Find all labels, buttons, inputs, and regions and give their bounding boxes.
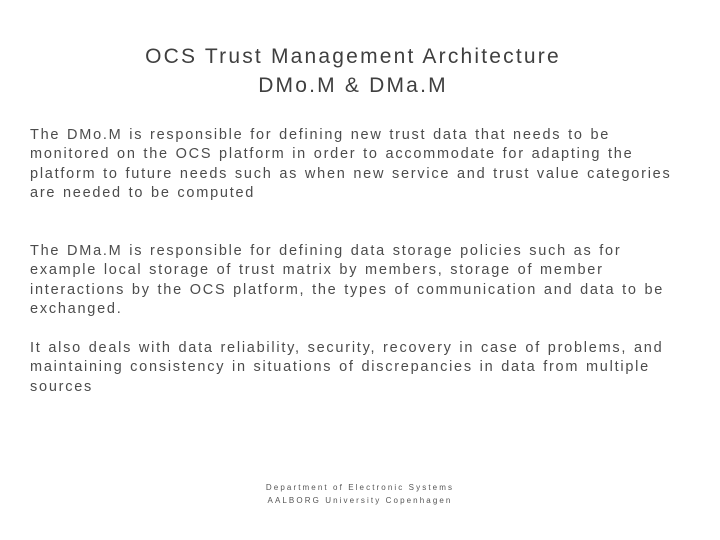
paragraph-dmom: The DMo.M is responsible for defining new trust data that needs to be monitored on the OCS platform in order to accommodate for adapting the platform to future needs such as when new service and trust value categories are needed to be computed bbox=[30, 127, 672, 201]
slide-title bbox=[0, 42, 706, 100]
slide-footer bbox=[220, 481, 500, 507]
slide-title-line-1: OCS Trust Management Architecture bbox=[145, 45, 561, 68]
footer-department: Department of Electronic Systems bbox=[265, 483, 455, 492]
paragraph-dmam: The DMa.M is responsible for defining data storage policies such as for example local storage of trust matrix by members, storage of member interactions by the OCS platform, the types of communication and data to be exchanged. bbox=[30, 243, 665, 317]
slide-title-line-2: DMo.M & DMa.M bbox=[258, 74, 448, 97]
paragraph-reliability: It also deals with data reliability, security, recovery in case of problems, and maintaining consistency in situations of discrepancies in data from multiple sources bbox=[30, 340, 664, 395]
footer-university: AALBORG University Copenhagen bbox=[267, 496, 453, 505]
